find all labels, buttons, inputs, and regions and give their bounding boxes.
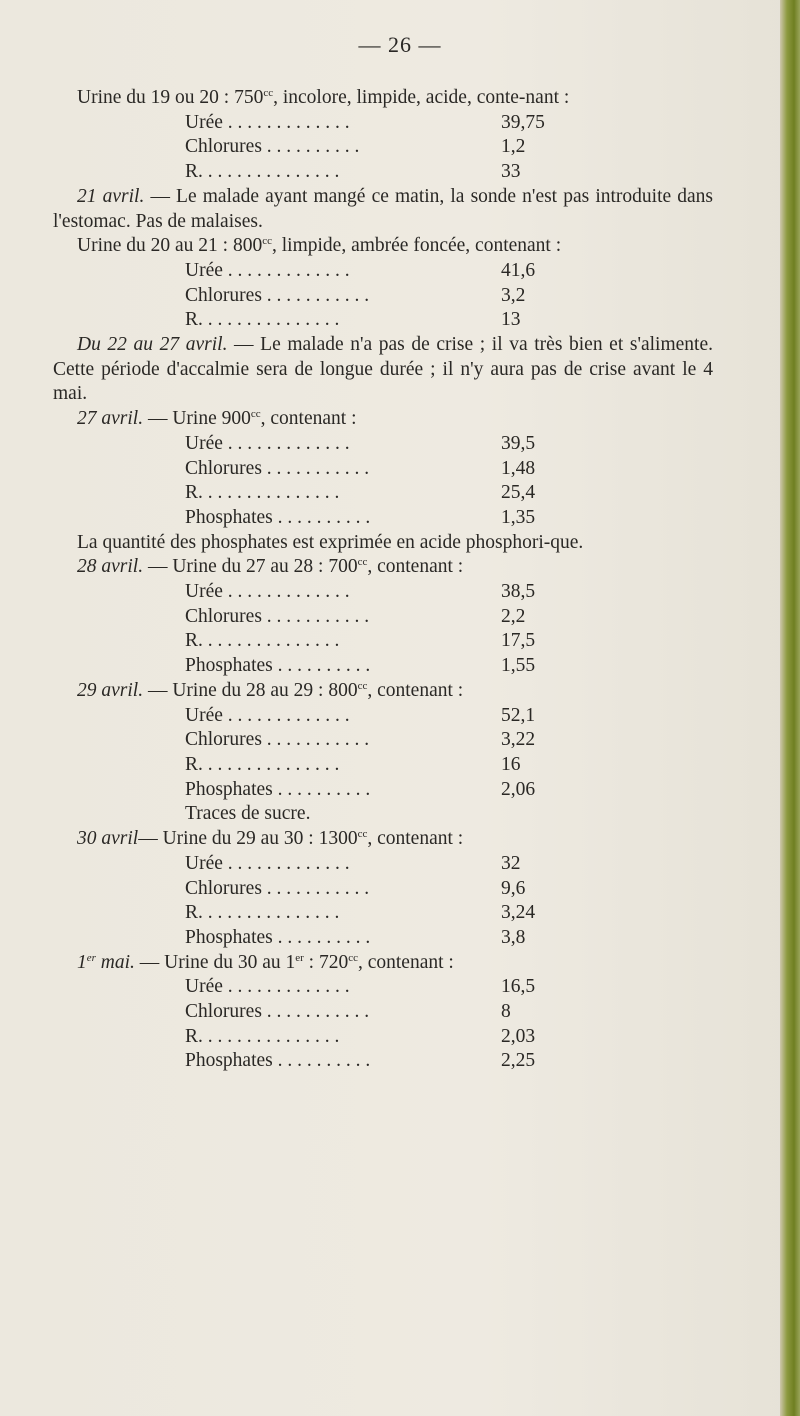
analysis-label-cell <box>185 901 501 926</box>
leader-dots: . . . . . . . . . . . . . <box>222 259 350 281</box>
analysis-value: 33 <box>501 161 521 183</box>
paragraph <box>53 185 713 234</box>
paragraph-text: Urine du 19 ou 20 : $750^{cc}$, incolore, limpide, acide, conte-nant : <box>77 87 570 108</box>
leader-dots: . . . . . . . . . . <box>272 506 371 528</box>
analysis-value: 2,03 <box>501 1025 536 1047</box>
analysis-label-cell <box>185 926 501 951</box>
analysis-value: 16,5 <box>501 976 536 998</box>
analysis-value: 39,75 <box>501 111 545 133</box>
analysis-label-cell <box>185 135 501 160</box>
analysis-label-cell <box>185 778 501 803</box>
analysis-row <box>185 481 573 506</box>
paragraph <box>53 333 713 407</box>
leader-dots: . . . . . . . . . . . . . . . <box>198 309 340 331</box>
analysis-label: Phosphates <box>185 1050 273 1072</box>
analysis-value: 3,22 <box>501 729 536 751</box>
analysis-label-cell <box>185 580 501 605</box>
leader-dots: . . . . . . . . . . . . . <box>222 976 350 998</box>
analysis-label: Chlorures <box>185 136 262 158</box>
analysis-row <box>185 901 573 926</box>
leader-dots: . . . . . . . . . . . <box>261 1001 370 1023</box>
analysis-label: Chlorures <box>185 877 262 899</box>
analysis-label: Chlorures <box>185 605 262 627</box>
analysis-value: 16 <box>501 753 521 775</box>
analysis-label: R <box>185 161 199 183</box>
analysis-value: 32 <box>501 852 521 874</box>
analysis-row <box>185 160 573 185</box>
analysis-value: 3,8 <box>501 926 526 948</box>
analysis-label-cell <box>185 432 501 457</box>
analysis-value: 3,2 <box>501 284 526 306</box>
entry-date: 27 avril. <box>77 408 144 430</box>
analysis-table <box>185 852 573 951</box>
leader-dots: . . . . . . . . . . . <box>261 284 370 306</box>
analysis-label: Phosphates <box>185 655 273 677</box>
analysis-label: Phosphates <box>185 926 273 948</box>
analysis-table <box>185 259 573 333</box>
analysis-value: 41,6 <box>501 259 536 281</box>
analysis-row <box>185 1000 573 1025</box>
analysis-label: Chlorures <box>185 284 262 306</box>
leader-dots: . . . . . . . . . . . . . <box>222 111 350 133</box>
analysis-row <box>185 877 573 902</box>
analysis-value: 2,25 <box>501 1050 536 1072</box>
analysis-label-cell <box>185 654 501 679</box>
analysis-value: 1,55 <box>501 655 536 677</box>
analysis-label: R <box>185 902 199 924</box>
paragraph-text: — Urine du 29 au 30 : $1300^{cc}$, contenant : <box>138 828 464 850</box>
analysis-label: Urée <box>185 852 223 874</box>
analysis-table <box>185 704 573 803</box>
analysis-label-cell <box>185 111 501 136</box>
analysis-row <box>185 778 573 803</box>
analysis-value: 1,35 <box>501 506 536 528</box>
page-body <box>53 86 713 1074</box>
analysis-value: 8 <box>501 1001 511 1023</box>
analysis-row <box>185 1049 573 1074</box>
analysis-row <box>185 457 573 482</box>
analysis-row <box>185 975 573 1000</box>
paragraph <box>53 531 713 556</box>
analysis-value: 25,4 <box>501 482 536 504</box>
analysis-value: 38,5 <box>501 581 536 603</box>
paragraph-text: — Urine du 30 au 1er : $720^{cc}$, contenant : <box>134 951 454 973</box>
analysis-label-cell <box>185 284 501 309</box>
analysis-label: R <box>185 1025 199 1047</box>
analysis-row <box>185 753 573 778</box>
analysis-table <box>185 580 573 679</box>
entry-date: 28 avril. <box>77 556 144 578</box>
paragraph-text: — Le malade ayant mangé ce matin, la sonde n'est pas introduite dans l'estomac. Pas de malaises. <box>53 185 713 232</box>
analysis-label: Urée <box>185 581 223 603</box>
analysis-label-cell <box>185 457 501 482</box>
analysis-label: R <box>185 309 199 331</box>
analysis-label-cell <box>185 852 501 877</box>
paragraph-text: Urine du 20 au 21 : $800^{cc}$, limpide, ambrée foncée, contenant : <box>77 235 562 257</box>
paragraph <box>53 555 713 580</box>
analysis-label: Chlorures <box>185 729 262 751</box>
leader-dots: . . . . . . . . . . <box>272 655 371 677</box>
leader-dots: . . . . . . . . . . . . . <box>222 581 350 603</box>
analysis-label: Urée <box>185 976 223 998</box>
leader-dots: . . . . . . . . . . . <box>261 605 370 627</box>
entry-date: Du 22 au 27 avril. <box>77 334 228 356</box>
analysis-label-cell <box>185 1025 501 1050</box>
analysis-label-cell <box>185 259 501 284</box>
leader-dots: . . . . . . . . . . . . . <box>222 704 350 726</box>
analysis-label: R <box>185 482 199 504</box>
analysis-value: 39,5 <box>501 432 536 454</box>
analysis-row <box>185 605 573 630</box>
analysis-label: Urée <box>185 432 223 454</box>
analysis-row <box>185 580 573 605</box>
leader-dots: . . . . . . . . . . . . . . . <box>198 161 340 183</box>
paragraph <box>53 407 713 432</box>
analysis-label-cell <box>185 160 501 185</box>
analysis-label: Chlorures <box>185 1001 262 1023</box>
entry-date: 30 avril <box>77 828 139 850</box>
analysis-row <box>185 728 573 753</box>
paragraph-text: — Urine $900^{cc}$, contenant : <box>143 408 357 430</box>
analysis-label: R <box>185 753 199 775</box>
leader-dots: . . . . . . . . . . . . . <box>222 432 350 454</box>
analysis-label-cell <box>185 877 501 902</box>
analysis-row <box>185 111 573 136</box>
paragraph-text: — Le malade n'a pas de crise ; il va très bien et s'alimente. Cette période d'accalmie sera de longue durée ; il n'y aura pas de crise avant le 4 mai. <box>53 334 713 405</box>
analysis-row <box>185 506 573 531</box>
analysis-label: Urée <box>185 111 223 133</box>
leader-dots: . . . . . . . . . . . <box>261 729 370 751</box>
leader-dots: . . . . . . . . . . . . . . . <box>198 753 340 775</box>
analysis-label-cell <box>185 629 501 654</box>
analysis-row <box>185 284 573 309</box>
analysis-label: Urée <box>185 259 223 281</box>
analysis-row <box>185 654 573 679</box>
analysis-label-cell <box>185 704 501 729</box>
leader-dots: . . . . . . . . . . . . . <box>222 852 350 874</box>
analysis-label-cell <box>185 506 501 531</box>
leader-dots: . . . . . . . . . . . <box>261 457 370 479</box>
paragraph <box>53 679 713 704</box>
analysis-label-cell <box>185 975 501 1000</box>
analysis-row <box>185 432 573 457</box>
analysis-value: 1,2 <box>501 136 526 158</box>
analysis-label-cell <box>185 728 501 753</box>
leader-dots: . . . . . . . . . . <box>261 136 360 158</box>
analysis-label-cell <box>185 1049 501 1074</box>
entry-date: 1er mai. <box>77 951 135 973</box>
analysis-row <box>185 308 573 333</box>
analysis-label: Phosphates <box>185 506 273 528</box>
leader-dots: . . . . . . . . . . . . . . . <box>198 902 340 924</box>
leader-dots: . . . . . . . . . . <box>272 926 371 948</box>
analysis-row <box>185 259 573 284</box>
paragraph-text: — Urine du 27 au 28 : $700^{cc}$, contenant : <box>143 556 464 578</box>
analysis-value: 2,06 <box>501 778 536 800</box>
analysis-label: Phosphates <box>185 778 273 800</box>
analysis-value: 2,2 <box>501 605 526 627</box>
analysis-row <box>185 1025 573 1050</box>
page-number: — 26 — <box>358 32 442 57</box>
leader-dots: . . . . . . . . . . . . . . . <box>198 482 340 504</box>
analysis-label: Chlorures <box>185 457 262 479</box>
analysis-table <box>185 111 573 185</box>
paragraph-text: — Urine du 28 au 29 : $800^{cc}$, contenant : <box>143 679 464 701</box>
analysis-label-cell <box>185 481 501 506</box>
paragraph <box>53 86 713 111</box>
analysis-row <box>185 629 573 654</box>
entry-date: 21 avril. <box>77 185 145 207</box>
entry-date: 29 avril. <box>77 679 144 701</box>
paragraph <box>53 827 713 852</box>
analysis-label: Urée <box>185 704 223 726</box>
leader-dots: . . . . . . . . . . <box>272 1050 371 1072</box>
analysis-row <box>185 852 573 877</box>
analysis-value: 1,48 <box>501 457 536 479</box>
leader-dots: . . . . . . . . . . . <box>261 877 370 899</box>
analysis-label: R <box>185 630 199 652</box>
analysis-label-cell <box>185 753 501 778</box>
analysis-table <box>185 432 573 531</box>
analysis-label-cell <box>185 605 501 630</box>
leader-dots: . . . . . . . . . . . . . . . <box>198 630 340 652</box>
analysis-value: 3,24 <box>501 902 536 924</box>
analysis-table <box>185 975 573 1074</box>
leader-dots: . . . . . . . . . . . . . . . <box>198 1025 340 1047</box>
leader-dots: . . . . . . . . . . <box>272 778 371 800</box>
note: Traces de sucre. <box>185 803 311 825</box>
analysis-value: 13 <box>501 309 521 331</box>
analysis-row <box>185 135 573 160</box>
paragraph-text: La quantité des phosphates est exprimée en acide phosphori-que. <box>77 531 584 553</box>
page-edge <box>780 0 800 1416</box>
paragraph <box>53 234 713 259</box>
analysis-row <box>185 926 573 951</box>
analysis-row <box>185 704 573 729</box>
analysis-value: 17,5 <box>501 630 536 652</box>
paragraph <box>53 951 713 976</box>
analysis-value: 52,1 <box>501 704 536 726</box>
analysis-value: 9,6 <box>501 877 526 899</box>
analysis-label-cell <box>185 1000 501 1025</box>
analysis-label-cell <box>185 308 501 333</box>
